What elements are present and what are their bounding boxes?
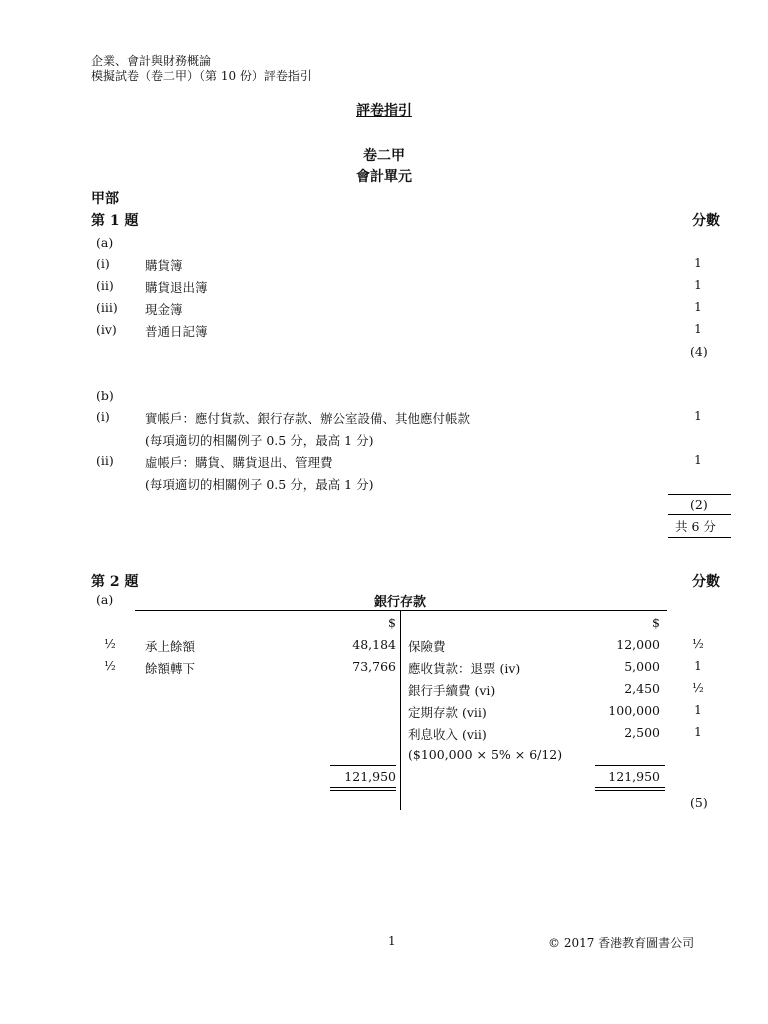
q1b-item-text: 虛帳戶：購貨、購貨退出、管理費 — [145, 455, 333, 470]
account-top-rule — [135, 610, 667, 611]
credit-amount: 5,000 — [624, 659, 660, 674]
q1b-item-text: 實帳戶：應付貨款、銀行存款、辦公室設備、其他應付帳款 — [145, 411, 471, 426]
credit-text: 保險費 — [408, 639, 446, 654]
q2a-subtotal: (5) — [690, 795, 708, 810]
module-title: 會計單元 — [356, 169, 412, 185]
credit-text: 定期存款 (vii) — [408, 705, 487, 720]
q1-total-divider — [668, 514, 731, 515]
q2-title: 第 2 題 — [91, 574, 139, 590]
q1a-item-mark: 1 — [694, 256, 702, 270]
credit-total-rule-bottom-2 — [595, 790, 665, 791]
debit-mark: ½ — [104, 659, 116, 673]
q2-marks-heading: 分數 — [692, 574, 720, 590]
q1a-subtotal: (4) — [690, 344, 708, 359]
page-title: 評卷指引 — [356, 103, 412, 119]
copyright: © 2017 香港教育圖書公司 — [548, 936, 695, 950]
header-line-1: 企業、會計與財務概論 — [91, 54, 212, 68]
paper-title: 卷二甲 — [363, 148, 405, 164]
credit-note: ($100,000 × 5% × 6/12) — [408, 747, 563, 762]
debit-total-rule-bottom-1 — [330, 787, 396, 788]
q1b-subtotal: (2) — [690, 497, 708, 512]
credit-total: 121,950 — [608, 769, 660, 784]
account-title: 銀行存款 — [373, 595, 426, 610]
q1a-item-mark: 1 — [694, 300, 702, 314]
credit-amount: 12,000 — [616, 637, 660, 652]
q2-part-a-label: (a) — [96, 592, 114, 607]
debit-amount: 48,184 — [352, 637, 396, 652]
q1b-item-note: (每項適切的相關例子 0.5 分，最高 1 分) — [145, 477, 374, 492]
credit-total-rule-top — [595, 765, 665, 766]
credit-mark: ½ — [692, 637, 704, 651]
q1-part-b-label: (b) — [96, 388, 114, 403]
q1a-item-num: (ii) — [96, 278, 114, 293]
q1-total-underline — [668, 537, 731, 538]
credit-mark: 1 — [694, 703, 702, 717]
q1b-item-note: (每項適切的相關例子 0.5 分，最高 1 分) — [145, 433, 374, 448]
q1a-item-num: (iv) — [96, 322, 117, 337]
q1a-item-text: 現金簿 — [145, 302, 183, 317]
q1-title: 第 1 題 — [91, 213, 139, 229]
debit-text: 餘額轉下 — [145, 661, 196, 676]
q1b-item-mark: 1 — [694, 409, 702, 423]
credit-amount: 2,500 — [624, 725, 660, 740]
section-heading: 甲部 — [91, 191, 119, 207]
q1-total: 共 6 分 — [675, 519, 716, 534]
q1b-item-num: (i) — [96, 409, 110, 424]
debit-mark: ½ — [104, 637, 116, 651]
credit-amount: 100,000 — [608, 703, 660, 718]
q1b-item-num: (ii) — [96, 453, 114, 468]
account-center-rule — [400, 610, 401, 810]
debit-total-rule-top — [330, 765, 396, 766]
credit-mark: ½ — [692, 681, 704, 695]
debit-total: 121,950 — [344, 769, 396, 784]
q1a-item-num: (i) — [96, 256, 110, 271]
debit-text: 承上餘額 — [145, 639, 196, 654]
q1a-item-text: 購貨簿 — [145, 258, 183, 273]
credit-currency: $ — [652, 615, 660, 630]
debit-currency: $ — [388, 615, 396, 630]
credit-text: 應收貨款：退票 (iv) — [408, 661, 521, 676]
header-line-2: 模擬試卷（卷二甲）（第 10 份）評卷指引 — [91, 69, 312, 83]
q1a-item-text: 普通日記簿 — [145, 324, 208, 339]
q1b-item-mark: 1 — [694, 453, 702, 467]
credit-mark: 1 — [694, 725, 702, 739]
q1a-item-mark: 1 — [694, 322, 702, 336]
q1a-item-mark: 1 — [694, 278, 702, 292]
credit-mark: 1 — [694, 659, 702, 673]
credit-amount: 2,450 — [624, 681, 660, 696]
credit-text: 利息收入 (vii) — [408, 727, 487, 742]
page-number: 1 — [388, 934, 396, 948]
q1-part-a-label: (a) — [96, 235, 114, 250]
credit-total-rule-bottom-1 — [595, 787, 665, 788]
q1-marks-heading: 分數 — [692, 213, 720, 229]
credit-text: 銀行手續費 (vi) — [408, 683, 496, 698]
q1a-item-text: 購貨退出簿 — [145, 280, 208, 295]
debit-total-rule-bottom-2 — [330, 790, 396, 791]
debit-amount: 73,766 — [352, 659, 396, 674]
q1a-item-num: (iii) — [96, 300, 118, 315]
q1b-divider — [668, 494, 731, 495]
